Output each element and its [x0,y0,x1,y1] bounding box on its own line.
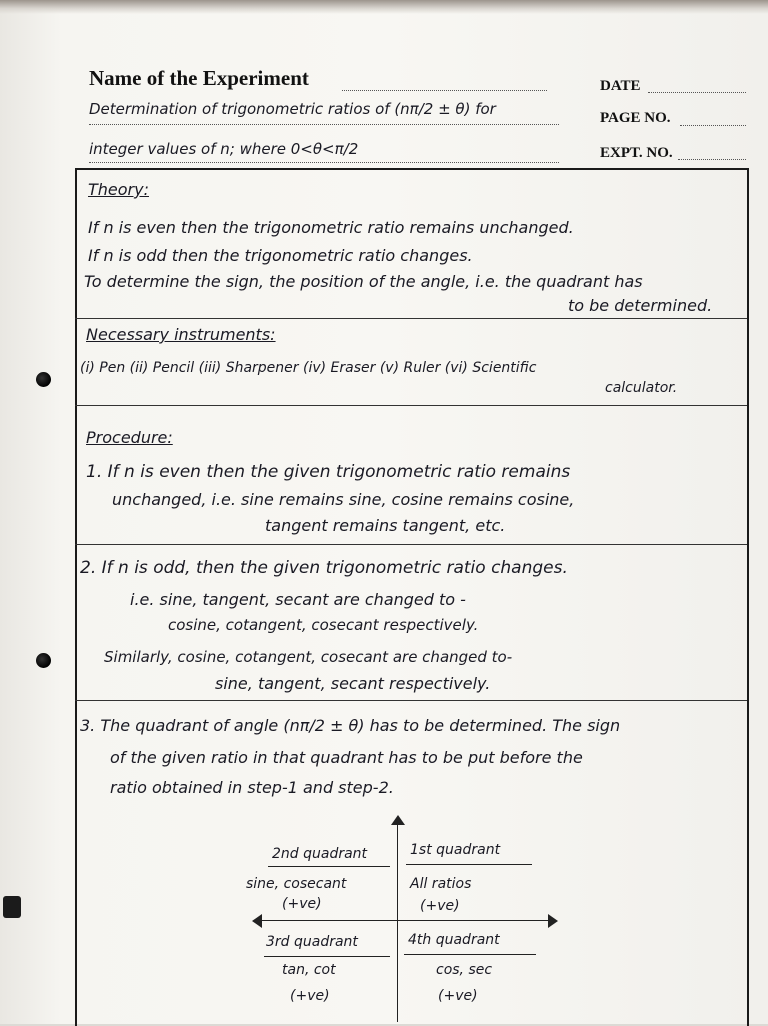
section-divider-1 [75,318,747,319]
experiment-title-line1: Determination of trigonometric ratios of (nπ/2 ± θ) for [89,100,496,118]
q3-title: 3rd quadrant [266,934,358,950]
title-line2-dotline [89,162,559,163]
q2-sign: (+ve) [282,896,322,912]
punch-hole-bottom [36,653,51,668]
q1-title-underline [406,864,532,865]
q3-sign: (+ve) [290,988,330,1004]
step1-line-3: tangent remains tangent, etc. [265,516,506,535]
expt-no-dotline [678,159,746,160]
page-no-label: PAGE NO. [600,110,671,126]
step1-line-2: unchanged, i.e. sine remains sine, cosine remains cosine, [112,490,575,509]
quadrant-y-axis [397,822,398,1022]
x-axis-left-arrowhead [252,914,262,928]
step2-line-3: cosine, cotangent, cosecant respectively. [168,616,479,634]
step3-line-2: of the given ratio in that quadrant has to be put before the [110,748,583,767]
q4-title-underline [404,954,536,955]
q2-ratios: sine, cosecant [246,876,347,892]
theory-line-4: to be determined. [568,296,713,315]
date-dotline [648,92,746,93]
instruments-line-1: (i) Pen (ii) Pencil (iii) Sharpener (iv) Eraser (v) Ruler (vi) Scientific [80,360,537,376]
q4-title: 4th quadrant [408,932,500,948]
x-axis-right-arrowhead [548,914,558,928]
corner-logo-icon [3,896,21,918]
step1-line-1: 1. If n is even then the given trigonometric ratio remains [86,462,571,482]
section-divider-4 [75,700,747,701]
q3-ratios: tan, cot [282,962,336,978]
experiment-name-label: Name of the Experiment [89,66,309,90]
expt-no-label: EXPT. NO. [600,145,673,161]
instruments-heading: Necessary instruments: [86,325,276,344]
step3-line-3: ratio obtained in step-1 and step-2. [110,778,394,797]
step2-line-4: Similarly, cosine, cotangent, cosecant are changed to- [104,648,513,666]
q3-title-underline [264,956,390,957]
q4-sign: (+ve) [438,988,478,1004]
quadrant-x-axis [260,920,550,921]
q4-ratios: cos, sec [436,962,493,978]
title-line1-dotline [89,124,559,125]
step2-line-2: i.e. sine, tangent, secant are changed to - [130,590,466,609]
q1-sign: (+ve) [420,898,460,914]
page-no-dotline [680,125,746,126]
q1-ratios: All ratios [410,876,472,892]
experiment-title-line2: integer values of n; where 0<θ<π/2 [89,140,359,158]
experiment-name-dotline [342,90,547,91]
q2-title-underline [268,866,390,867]
q1-title: 1st quadrant [410,842,501,858]
instruments-line-2: calculator. [605,380,678,396]
procedure-heading: Procedure: [86,428,173,447]
date-label: DATE [600,78,641,94]
section-divider-3 [75,544,747,545]
step3-line-1: 3. The quadrant of angle (nπ/2 ± θ) has to be determined. The sign [80,716,621,735]
theory-heading: Theory: [88,180,149,199]
section-divider-2 [75,405,747,406]
step2-line-1: 2. If n is odd, then the given trigonometric ratio changes. [80,558,568,578]
q2-title: 2nd quadrant [272,846,368,862]
theory-line-2: If n is odd then the trigonometric ratio changes. [88,246,473,265]
step2-line-5: sine, tangent, secant respectively. [215,674,491,693]
y-axis-arrowhead [391,815,405,825]
theory-line-1: If n is even then the trigonometric ratio remains unchanged. [88,218,574,237]
punch-hole-top [36,372,51,387]
theory-line-3: To determine the sign, the position of the angle, i.e. the quadrant has [84,272,643,291]
page-top-shadow [0,0,768,14]
